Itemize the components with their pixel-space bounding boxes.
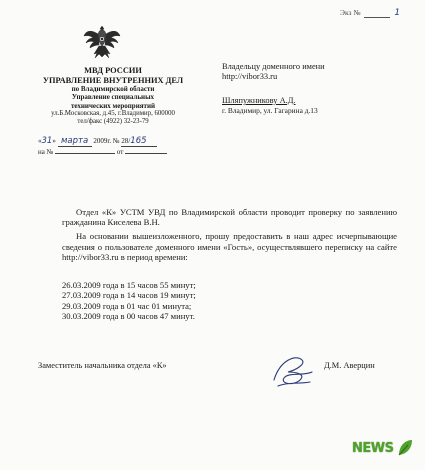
outgoing-number: 28/ [121, 137, 131, 145]
time-period-item: 26.03.2009 года в 15 часов 55 минут; [62, 280, 196, 290]
copy-number-value: 1 [394, 8, 401, 18]
outgoing-day: 31 [41, 136, 53, 146]
signer-name: Д.М. Аверцин [324, 361, 375, 370]
news-badge-text: NEWS [352, 441, 394, 456]
time-period-item: 29.03.2009 года в 01 час 01 минута; [62, 300, 192, 311]
recipient-line-2: http://vibor33.ru [222, 72, 278, 81]
sender-line-4: Управление специальных [71, 93, 155, 102]
copy-number-label: Экз № [340, 8, 361, 17]
outgoing-year: 2009г. № [93, 137, 120, 145]
sender-phone: тел/факс (4922) 32-23-79 [77, 118, 149, 126]
letter-body [62, 207, 397, 262]
reference-na-label: на № [38, 148, 54, 156]
reference-ot-label: от [116, 148, 124, 156]
outgoing-registration [38, 136, 198, 157]
eagle-emblem-icon [82, 22, 122, 64]
recipient-address: г. Владимир, ул. Гагарина д.13 [222, 106, 318, 115]
leaf-icon [396, 438, 414, 458]
sender-line-5: технических мероприятий [70, 101, 156, 110]
reference-line [38, 147, 198, 157]
body-paragraph-1: Отдел «К» УСТМ УВД по Владимирской области проводит проверку по заявлению гражданина Киселева В.Н. [62, 207, 397, 228]
body-paragraph-2: На основании вышеизложенного, прошу предоставить в наш адрес исчерпывающие сведения о пользователе доменного имени «Гость», осуществлявшего переписку на сайте http://vibor33.ru в период времени: [62, 231, 397, 262]
time-period-item: 30.03.2009 года в 00 часов 47 минут. [62, 311, 195, 322]
sender-line-2: УПРАВЛЕНИЕ ВНУТРЕННИХ ДЕЛ [42, 75, 184, 85]
copy-number-mark [340, 8, 400, 18]
recipient-name: Шляпужникову А.Д. [222, 96, 296, 105]
time-period-item: 27.03.2009 года в 14 часов 19 минут; [62, 290, 196, 301]
signer-position: Заместитель начальника отдела «К» [38, 361, 167, 370]
sender-line-3: по Владимирской области [71, 85, 155, 94]
signature-line [38, 361, 398, 370]
news-badge-logo [348, 438, 416, 460]
outgoing-number-field [121, 136, 157, 147]
outgoing-date-line: «31» марта 2009г. № 28/165 [38, 136, 198, 147]
handwritten-signature-icon [266, 350, 318, 392]
sender-line-1: МВД РОССИИ [84, 66, 142, 75]
recipient-block [222, 62, 412, 116]
recipient-line-1: Владельцу доменного имени [222, 62, 325, 71]
time-period-list [62, 280, 196, 322]
outgoing-month: марта [58, 136, 92, 147]
sender-address: ул.Б.Московская, д.45, г.Владимир, 600000 [51, 110, 175, 118]
outgoing-number-suffix: 165 [130, 136, 147, 146]
sender-block [38, 66, 188, 127]
